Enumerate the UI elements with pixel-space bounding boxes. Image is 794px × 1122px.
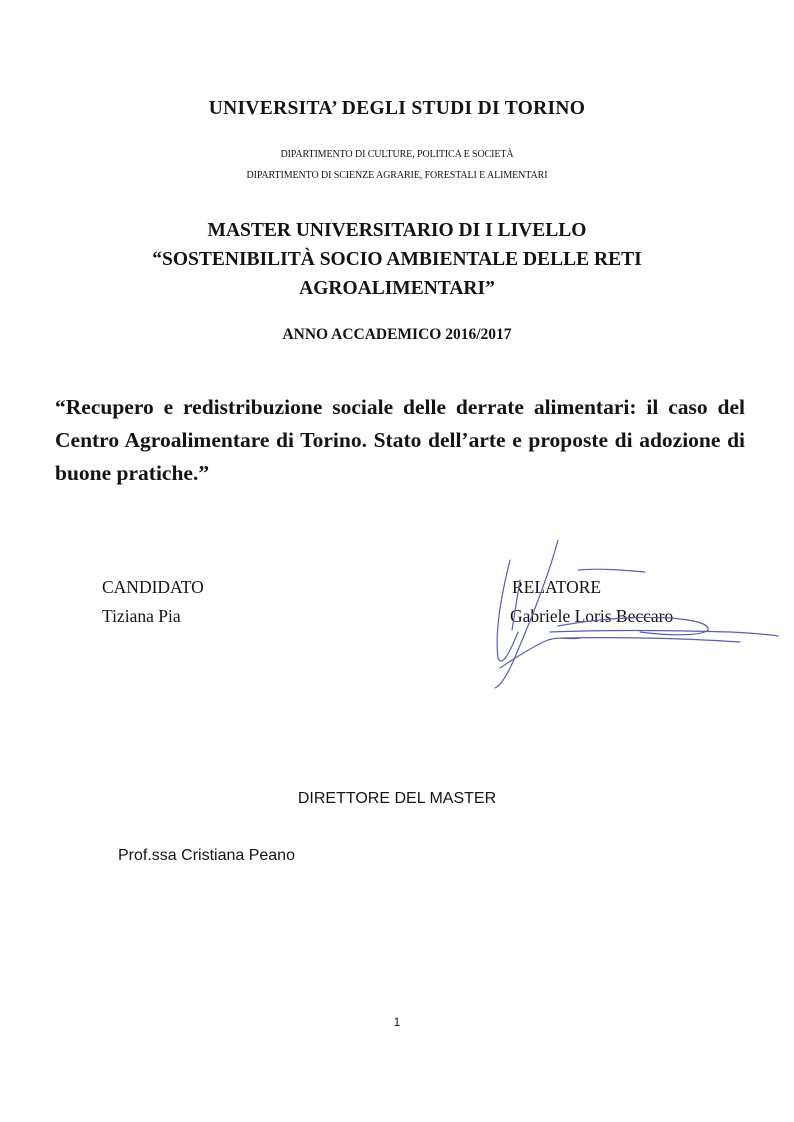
university-name: UNIVERSITA’ DEGLI STUDI DI TORINO [208,98,586,119]
candidate-label: CANDIDATO [102,577,204,597]
master-title-line: AGROALIMENTARI” [299,278,495,299]
department-line: DIPARTIMENTO DI CULTURE, POLITICA E SOCIETÀ [280,149,514,160]
master-title-line: “SOSTENIBILITÀ SOCIO AMBIENTALE DELLE RETI [152,249,642,270]
department-line: DIPARTIMENTO DI SCIENZE AGRARIE, FORESTALI E ALIMENTARI [246,170,548,181]
academic-year: ANNO ACCADEMICO 2016/2017 [282,326,512,343]
master-title-line: MASTER UNIVERSITARIO DI I LIVELLO [207,220,587,241]
supervisor-label: RELATORE [512,577,602,597]
director-name: Prof.ssa Cristiana Peano [118,847,295,864]
candidate-name: Tiziana Pia [102,606,181,626]
page-number: 1 [393,1015,401,1029]
director-label: DIRETTORE DEL MASTER [297,790,497,807]
supervisor-signature [440,540,794,700]
thesis-title: “Recupero e redistribuzione sociale delle derrate alimentari: il caso del Centro Agroalimentare di Torino. Stato dell’arte e proposte di adozione di buone pratiche.” [55,395,745,485]
supervisor-name: Gabriele Loris Beccaro [510,606,674,626]
